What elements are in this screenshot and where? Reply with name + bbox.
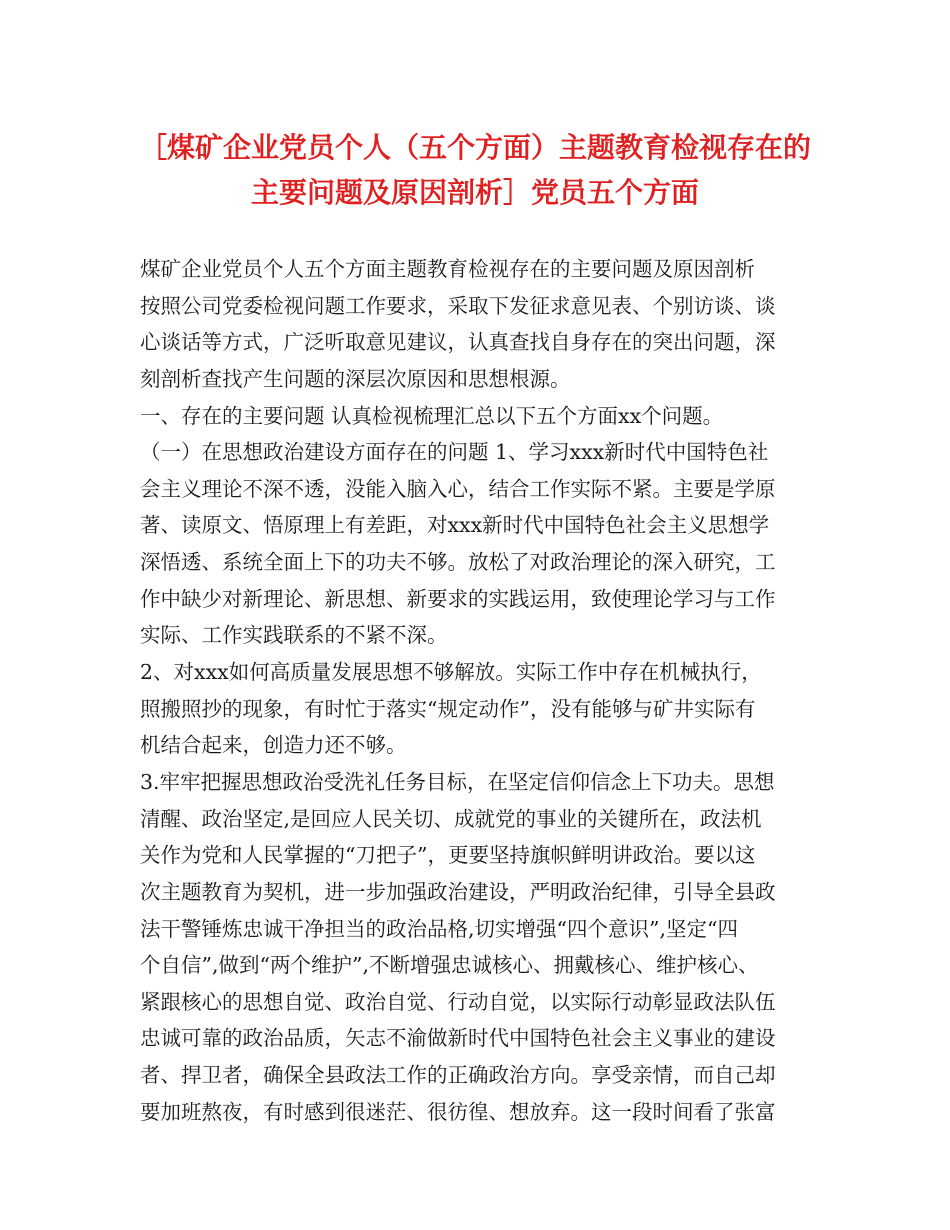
body-line: 心谈话等方式，广泛听取意见建议，认真查找自身存在的突出问题，深 (140, 330, 776, 355)
body-line: 深悟透、系统全面上下的功夫不够。放松了对政治理论的深入研究，工 (140, 550, 776, 575)
body-line: 著、读原文、悟原理上有差距，对xxx新时代中国特色社会主义思想学 (140, 513, 770, 538)
body-line: 紧跟核心的思想自觉、政治自觉、行动自觉，以实际行动彰显政法队伍 (140, 989, 776, 1014)
body-line: 忠诚可靠的政治品质，矢志不渝做新时代中国特色社会主义事业的建设 (140, 1026, 776, 1051)
body-line: 照搬照抄的现象，有时忙于落实“规定动作”，没有能够与矿井实际有 (140, 696, 756, 721)
body-line: 刻剖析查找产生问题的深层次原因和思想根源。 (140, 366, 571, 391)
body-line: 作中缺少对新理论、新思想、新要求的实践运用，致使理论学习与工作 (140, 586, 776, 611)
body-line: 机结合起来，创造力还不够。 (140, 733, 407, 758)
section-heading-line: 一、存在的主要问题 认真检视梳理汇总以下五个方面xx个问题。 (140, 403, 724, 428)
body-line: 者、捍卫者，确保全县政法工作的正确政治方向。享受亲情，而自己却 (140, 1063, 776, 1088)
body-line: 个自信”,做到“两个维护”,不断增强忠诚核心、拥戴核心、维护核心、 (140, 953, 759, 978)
body-line: 法干警锤炼忠诚干净担当的政治品格,切实增强“四个意识”,坚定“四 (140, 916, 738, 941)
body-line: 煤矿企业党员个人五个方面主题教育检视存在的主要问题及原因剖析 (140, 257, 755, 281)
body-line: 要加班熬夜，有时感到很迷茫、很彷徨、想放弃。这一段时间看了张富 (140, 1099, 776, 1124)
document-title-line-1: ［煤矿企业党员个人（五个方面）主题教育检视存在的 (138, 131, 811, 164)
body-line: 实际、工作实践联系的不紧不深。 (140, 623, 448, 648)
body-line: 次主题教育为契机，进一步加强政治建设，严明政治纪律，引导全县政 (140, 879, 776, 904)
body-line: 会主义理论不深不透，没能入脑入心，结合工作实际不紧。主要是学原 (140, 476, 776, 501)
body-line: （一）在思想政治建设方面存在的问题 1、学习xxx新时代中国特色社 (140, 440, 769, 465)
document-body (140, 251, 840, 1130)
body-line: 关作为党和人民掌握的“刀把子”，更要坚持旗帜鲜明讲政治。要以这 (140, 843, 756, 868)
body-line: 清醒、政治坚定,是回应人民关切、成就党的事业的关键所在，政法机 (140, 806, 762, 831)
body-line: 按照公司党委检视问题工作要求，采取下发征求意见表、个别访谈、谈 (140, 293, 776, 318)
body-line: 3.牢牢把握思想政治受洗礼任务目标，在坚定信仰信念上下功夫。思想 (140, 769, 775, 794)
body-line: 2、对xxx如何高质量发展思想不够解放。实际工作中存在机械执行， (140, 660, 762, 685)
document-title-line-2: 主要问题及原因剖析］党员五个方面 (250, 176, 699, 209)
